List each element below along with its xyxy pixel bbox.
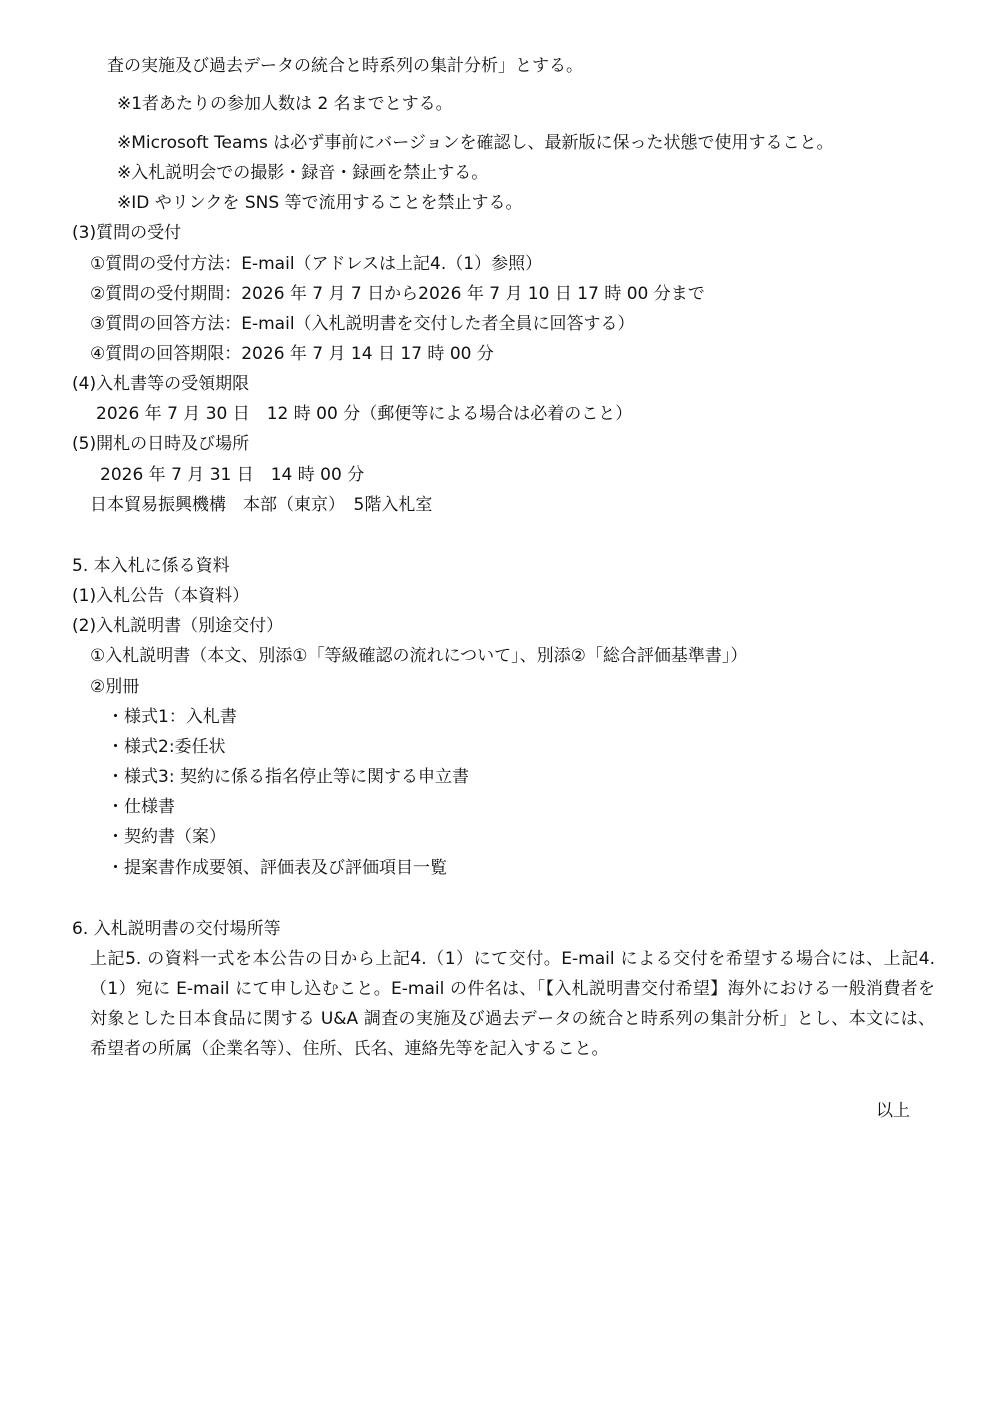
list-item: ・様式3: 契約に係る指名停止等に関する申立書 [107,767,469,787]
note-participants: ※1者あたりの参加人数は 2 名までとする。 [117,94,453,114]
heading-opening: (5)開札の日時及び場所 [72,434,250,454]
text-line-1: 査の実施及び過去データの統合と時系列の集計分析」とする。 [107,56,583,76]
heading-question-reception: (3)質問の受付 [72,223,182,243]
closing-text: 以上 [876,1101,910,1121]
question-period: ②質問の受付期間：2026 年 7 月 7 日から2026 年 7 月 10 日 17 時 00 分まで [90,284,705,304]
delivery-paragraph: 上記5. の資料一式を本公告の日から上記4.（1）にて交付。E-mail による交付を希望する場合には、上記4.（1）宛に E-mail にて申し込むこと。E-mail の件名は、「【入札説明書交付希望】海外における一般消費者を対象とした日本食品に関する U&A 調査の実施及び過去データの統合と時系列の集計分析」とし、本文には、希望者の所属（企業名等）、住所、氏名、連絡先等を記入すること。 [90,949,935,1059]
list-item: ・様式2:委任状 [107,737,226,757]
opening-datetime: 2026 年 7 月 31 日 14 時 00 分 [100,465,365,485]
question-method: ①質問の受付方法：E-mail（アドレスは上記4.（1）参照） [90,254,543,274]
heading-bid-deadline: (4)入札書等の受領期限 [72,374,250,394]
bid-deadline-value: 2026 年 7 月 30 日 12 時 00 分（郵便等による場合は必着のこと） [96,404,633,424]
material-explanation-main: ①入札説明書（本文、別添①「等級確認の流れについて」、別添②「総合評価基準書」） [90,646,748,666]
note-teams-version: ※Microsoft Teams は必ず事前にバージョンを確認し、最新版に保った状態で使用すること。 [117,133,834,153]
answer-method: ③質問の回答方法：E-mail（入札説明書を交付した者全員に回答する） [90,314,635,334]
answer-deadline: ④質問の回答期限：2026 年 7 月 14 日 17 時 00 分 [90,344,494,364]
list-item: ・仕様書 [107,797,175,817]
note-recording-ban: ※入札説明会での撮影・録音・録画を禁止する。 [117,163,489,183]
list-item: ・契約書（案） [107,827,226,847]
list-item: ・提案書作成要領、評価表及び評価項目一覧 [107,858,447,878]
heading-section-5: 5. 本入札に係る資料 [72,556,230,576]
heading-section-6: 6. 入札説明書の交付場所等 [72,919,281,939]
material-notice: (1)入札公告（本資料） [72,586,250,606]
note-sns-ban: ※ID やリンクを SNS 等で流用することを禁止する。 [117,193,523,213]
list-item: ・様式1：入札書 [107,707,237,727]
material-separate-volume: ②別冊 [90,677,140,697]
material-explanation: (2)入札説明書（別途交付） [72,616,284,636]
opening-location: 日本貿易振興機構 本部（東京） 5階入札室 [90,495,433,515]
